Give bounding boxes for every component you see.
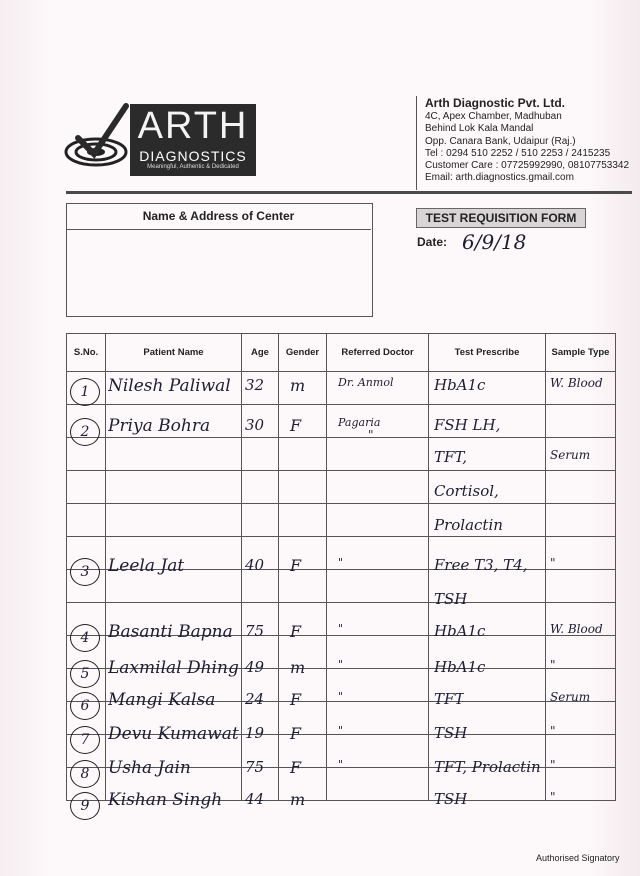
cell-test: Prolactin [434,516,503,534]
date-value: 6/9/18 [462,230,527,254]
cell-age: 40 [245,556,265,574]
serial-number-circle: 9 [70,792,100,820]
ditto-mark: " [368,428,374,442]
header-patient-name: Patient Name [106,334,242,372]
serial-number-circle: 1 [70,378,100,406]
cell-age: 44 [245,790,265,808]
logo-subtitle: DIAGNOSTICS [139,148,247,164]
cell-gender: F [290,690,302,709]
cell-age: 30 [245,416,265,434]
cell-doctor: Pagaria [338,416,381,429]
cell-test: HbA1c [434,658,486,676]
header-test-prescribe: Test Prescribe [429,334,546,372]
table-row [67,471,616,504]
cell-test: HbA1c [434,622,486,640]
header-gender: Gender [279,334,327,372]
cell-test: FSH LH, [434,416,501,434]
cell-age: 19 [245,724,265,742]
header-rule [66,191,632,194]
form-title: TEST REQUISITION FORM [416,208,586,228]
cell-age: 24 [245,690,265,708]
header-age: Age [242,334,279,372]
cell-doctor: " [338,724,344,737]
cell-doctor: Dr. Anmol [338,376,394,389]
cell-name: Kishan Singh [108,790,223,810]
center-address-label: Name & Address of Center [142,209,295,223]
header-sample-type: Sample Type [546,334,616,372]
cell-gender: m [290,376,306,395]
cell-test: TFT, Prolactin [434,758,541,776]
table-row [67,438,616,471]
cell-gender: m [290,790,306,809]
cell-sample: " [550,658,556,672]
customer-care-line: Customer Care : 07725992990, 08107753342 [425,160,630,172]
telephone-line: Tel : 0294 510 2252 / 510 2253 / 2415235 [425,147,611,159]
cell-gender: F [290,556,302,575]
header-referred-doctor: Referred Doctor [327,334,429,372]
cell-test: TSH [434,724,468,742]
address-line: 4C, Apex Chamber, Madhuban [425,111,562,122]
cell-test: TFT, [434,448,467,466]
cell-sample: " [550,724,556,738]
serial-number-circle: 8 [70,760,100,788]
serial-number-circle: 7 [70,726,100,754]
serial-number-circle: 3 [70,558,100,586]
cell-age: 75 [245,758,265,776]
logo-name: ARTH [137,105,249,147]
cell-name: Mangi Kalsa [108,690,216,710]
cell-name: Leela Jat [108,556,185,576]
cell-age: 32 [245,376,265,394]
cell-test: TFT [434,690,465,708]
cell-doctor: " [338,556,344,569]
cell-name: Devu Kumawat [108,724,239,744]
cell-age: 75 [245,622,265,640]
company-address [425,96,640,185]
serial-number-circle: 6 [70,692,100,720]
cell-name: Priya Bohra [108,416,211,436]
cell-name: Usha Jain [108,758,191,778]
cell-gender: F [290,622,302,641]
cell-sample: " [550,758,556,772]
cell-sample: W. Blood [550,622,603,636]
cell-sample: " [550,790,556,804]
cell-doctor: " [338,622,344,635]
address-line: Behind Lok Kala Mandal [425,123,534,135]
header-sno: S.No. [67,334,106,372]
cell-test: HbA1c [434,376,486,394]
serial-number-circle: 2 [70,418,100,446]
cell-gender: m [290,658,306,677]
header-divider [416,96,417,190]
address-line: Opp. Canara Bank, Udaipur (Raj.) [425,135,576,147]
cell-test: TSH [434,590,468,608]
company-name: Arth Diagnostic Pvt. Ltd. [425,96,566,110]
cell-doctor: " [338,758,344,771]
email-line: Email: arth.diagnostics.gmail.com [425,172,574,184]
cell-test: TSH [434,790,468,808]
cell-doctor: " [338,690,344,703]
authorised-signatory-label: Authorised Signatory [536,853,620,863]
cell-test: Free T3, T4, [434,556,528,574]
cell-gender: F [290,724,302,743]
cell-gender: F [290,758,302,777]
cell-sample: " [550,556,556,570]
cell-sample: Serum [550,690,591,704]
date-label: Date: [417,235,448,249]
table-row [67,504,616,537]
cell-gender: F [290,416,302,435]
cell-sample: Serum [550,448,591,462]
cell-name: Laxmilal Dhing [108,658,239,678]
logo-tagline: Meaningful, Authentic & Dedicated [147,164,239,170]
serial-number-circle: 4 [70,624,100,652]
cell-doctor: " [338,658,344,671]
cell-sample: W. Blood [550,376,603,390]
cell-age: 49 [245,658,265,676]
cell-name: Basanti Bapna [108,622,233,642]
table-header-row [67,334,616,372]
cell-name: Nilesh Paliwal [108,376,231,396]
cell-test: Cortisol, [434,482,499,500]
serial-number-circle: 5 [70,660,100,688]
